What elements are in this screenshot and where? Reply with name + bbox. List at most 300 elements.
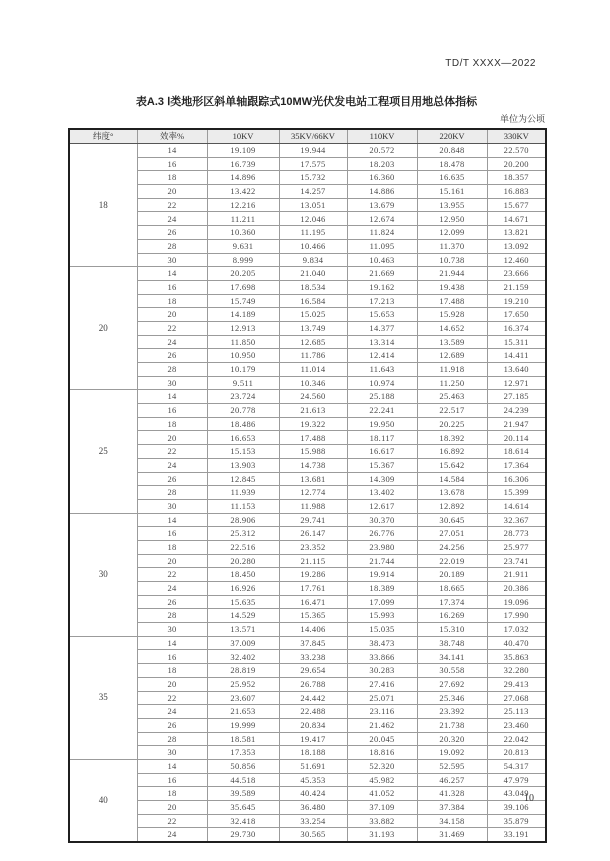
value-cell: 15.399 — [487, 486, 546, 500]
table-row — [69, 144, 546, 158]
value-cell: 23.460 — [487, 718, 546, 732]
value-cell: 15.365 — [279, 609, 347, 623]
efficiency-cell: 28 — [137, 239, 207, 253]
value-cell: 15.653 — [347, 308, 417, 322]
value-cell: 21.462 — [347, 718, 417, 732]
value-cell: 29.654 — [279, 664, 347, 678]
efficiency-cell: 20 — [137, 554, 207, 568]
value-cell: 10.974 — [347, 376, 417, 390]
value-cell: 19.950 — [347, 417, 417, 431]
value-cell: 14.406 — [279, 623, 347, 637]
value-cell: 18.392 — [417, 431, 487, 445]
value-cell: 12.892 — [417, 499, 487, 513]
value-cell: 43.049 — [487, 787, 546, 801]
value-cell: 11.095 — [347, 239, 417, 253]
value-cell: 15.732 — [279, 171, 347, 185]
efficiency-cell: 16 — [137, 157, 207, 171]
efficiency-cell: 14 — [137, 513, 207, 527]
value-cell: 19.914 — [347, 568, 417, 582]
value-cell: 15.035 — [347, 623, 417, 637]
table-row — [69, 568, 546, 582]
value-cell: 23.392 — [417, 705, 487, 719]
efficiency-cell: 14 — [137, 267, 207, 281]
value-cell: 23.666 — [487, 267, 546, 281]
column-header: 220KV — [417, 129, 487, 144]
table-row — [69, 554, 546, 568]
efficiency-cell: 30 — [137, 746, 207, 760]
table-row — [69, 718, 546, 732]
value-cell: 17.650 — [487, 308, 546, 322]
value-cell: 41.328 — [417, 787, 487, 801]
latitude-cell: 30 — [69, 513, 137, 636]
column-header: 110KV — [347, 129, 417, 144]
value-cell: 37.384 — [417, 801, 487, 815]
value-cell: 37.845 — [279, 636, 347, 650]
efficiency-cell: 18 — [137, 171, 207, 185]
efficiency-cell: 28 — [137, 363, 207, 377]
value-cell: 38.748 — [417, 636, 487, 650]
value-cell: 21.159 — [487, 280, 546, 294]
value-cell: 14.671 — [487, 212, 546, 226]
value-cell: 50.856 — [207, 759, 279, 773]
value-cell: 22.516 — [207, 540, 279, 554]
value-cell: 14.896 — [207, 171, 279, 185]
value-cell: 19.322 — [279, 417, 347, 431]
value-cell: 14.529 — [207, 609, 279, 623]
value-cell: 11.850 — [207, 335, 279, 349]
value-cell: 27.051 — [417, 527, 487, 541]
table-row — [69, 294, 546, 308]
value-cell: 24.239 — [487, 404, 546, 418]
value-cell: 27.068 — [487, 691, 546, 705]
value-cell: 45.353 — [279, 773, 347, 787]
value-cell: 19.109 — [207, 144, 279, 158]
table-row — [69, 157, 546, 171]
value-cell: 10.346 — [279, 376, 347, 390]
efficiency-cell: 30 — [137, 253, 207, 267]
value-cell: 33.866 — [347, 650, 417, 664]
column-header: 纬度° — [69, 129, 137, 144]
value-cell: 18.450 — [207, 568, 279, 582]
efficiency-cell: 14 — [137, 390, 207, 404]
value-cell: 23.741 — [487, 554, 546, 568]
value-cell: 25.312 — [207, 527, 279, 541]
value-cell: 15.635 — [207, 595, 279, 609]
efficiency-cell: 30 — [137, 376, 207, 390]
value-cell: 9.511 — [207, 376, 279, 390]
value-cell: 11.250 — [417, 376, 487, 390]
value-cell: 18.816 — [347, 746, 417, 760]
value-cell: 16.653 — [207, 431, 279, 445]
value-cell: 37.109 — [347, 801, 417, 815]
value-cell: 18.665 — [417, 582, 487, 596]
value-cell: 21.040 — [279, 267, 347, 281]
table-row — [69, 185, 546, 199]
table-row — [69, 226, 546, 240]
value-cell: 16.892 — [417, 445, 487, 459]
value-cell: 30.565 — [279, 828, 347, 842]
value-cell: 35.645 — [207, 801, 279, 815]
value-cell: 44.518 — [207, 773, 279, 787]
value-cell: 20.386 — [487, 582, 546, 596]
table-row — [69, 705, 546, 719]
value-cell: 18.486 — [207, 417, 279, 431]
table-row — [69, 376, 546, 390]
value-cell: 30.558 — [417, 664, 487, 678]
value-cell: 26.776 — [347, 527, 417, 541]
table-row — [69, 404, 546, 418]
efficiency-cell: 20 — [137, 801, 207, 815]
table-row — [69, 267, 546, 281]
value-cell: 13.092 — [487, 239, 546, 253]
value-cell: 22.019 — [417, 554, 487, 568]
value-cell: 12.845 — [207, 472, 279, 486]
value-cell: 9.631 — [207, 239, 279, 253]
table-row — [69, 239, 546, 253]
value-cell: 11.153 — [207, 499, 279, 513]
efficiency-cell: 24 — [137, 212, 207, 226]
value-cell: 11.939 — [207, 486, 279, 500]
value-cell: 17.990 — [487, 609, 546, 623]
value-cell: 27.185 — [487, 390, 546, 404]
value-cell: 19.438 — [417, 280, 487, 294]
value-cell: 13.640 — [487, 363, 546, 377]
efficiency-cell: 16 — [137, 527, 207, 541]
value-cell: 13.821 — [487, 226, 546, 240]
efficiency-cell: 14 — [137, 636, 207, 650]
table-row — [69, 390, 546, 404]
value-cell: 17.698 — [207, 280, 279, 294]
unit-note: 单位为公顷 — [499, 114, 545, 124]
value-cell: 13.402 — [347, 486, 417, 500]
value-cell: 15.749 — [207, 294, 279, 308]
value-cell: 24.560 — [279, 390, 347, 404]
efficiency-cell: 24 — [137, 458, 207, 472]
value-cell: 10.738 — [417, 253, 487, 267]
value-cell: 16.269 — [417, 609, 487, 623]
efficiency-cell: 16 — [137, 773, 207, 787]
value-cell: 23.724 — [207, 390, 279, 404]
value-cell: 20.834 — [279, 718, 347, 732]
value-cell: 11.211 — [207, 212, 279, 226]
value-cell: 20.200 — [487, 157, 546, 171]
value-cell: 12.913 — [207, 321, 279, 335]
value-cell: 37.009 — [207, 636, 279, 650]
value-cell: 18.478 — [417, 157, 487, 171]
table-row — [69, 787, 546, 801]
value-cell: 17.488 — [279, 431, 347, 445]
value-cell: 25.071 — [347, 691, 417, 705]
efficiency-cell: 24 — [137, 582, 207, 596]
column-header: 35KV/66KV — [279, 129, 347, 144]
efficiency-cell: 22 — [137, 198, 207, 212]
efficiency-cell: 26 — [137, 718, 207, 732]
efficiency-cell: 16 — [137, 650, 207, 664]
value-cell: 52.320 — [347, 759, 417, 773]
value-cell: 23.980 — [347, 540, 417, 554]
value-cell: 18.389 — [347, 582, 417, 596]
value-cell: 11.643 — [347, 363, 417, 377]
value-cell: 15.310 — [417, 623, 487, 637]
table-row — [69, 321, 546, 335]
table-row — [69, 582, 546, 596]
value-cell: 10.179 — [207, 363, 279, 377]
value-cell: 22.042 — [487, 732, 546, 746]
table-row — [69, 458, 546, 472]
value-cell: 13.749 — [279, 321, 347, 335]
value-cell: 16.471 — [279, 595, 347, 609]
table-row — [69, 349, 546, 363]
value-cell: 14.886 — [347, 185, 417, 199]
value-cell: 25.463 — [417, 390, 487, 404]
value-cell: 18.188 — [279, 746, 347, 760]
value-cell: 14.584 — [417, 472, 487, 486]
value-cell: 18.203 — [347, 157, 417, 171]
value-cell: 12.617 — [347, 499, 417, 513]
value-cell: 15.928 — [417, 308, 487, 322]
efficiency-cell: 24 — [137, 828, 207, 842]
value-cell: 12.950 — [417, 212, 487, 226]
table-row — [69, 636, 546, 650]
value-cell: 28.773 — [487, 527, 546, 541]
value-cell: 22.241 — [347, 404, 417, 418]
value-cell: 17.213 — [347, 294, 417, 308]
value-cell: 33.882 — [347, 814, 417, 828]
latitude-cell: 40 — [69, 759, 137, 842]
table-row — [69, 308, 546, 322]
latitude-cell: 25 — [69, 390, 137, 513]
value-cell: 24.256 — [417, 540, 487, 554]
value-cell: 14.738 — [279, 458, 347, 472]
value-cell: 16.374 — [487, 321, 546, 335]
value-cell: 51.691 — [279, 759, 347, 773]
value-cell: 39.589 — [207, 787, 279, 801]
value-cell: 8.999 — [207, 253, 279, 267]
value-cell: 13.955 — [417, 198, 487, 212]
table-row — [69, 677, 546, 691]
value-cell: 14.652 — [417, 321, 487, 335]
table-row — [69, 527, 546, 541]
table-title: 表A.3 Ⅰ类地形区斜单轴跟踪式10MW光伏发电站工程项目用地总体指标 — [135, 96, 478, 108]
value-cell: 20.225 — [417, 417, 487, 431]
document-code: TD/T XXXX—2022 — [445, 58, 536, 69]
efficiency-cell: 28 — [137, 732, 207, 746]
value-cell: 15.993 — [347, 609, 417, 623]
value-cell: 23.116 — [347, 705, 417, 719]
column-header: 10KV — [207, 129, 279, 144]
value-cell: 11.824 — [347, 226, 417, 240]
value-cell: 25.188 — [347, 390, 417, 404]
efficiency-cell: 24 — [137, 335, 207, 349]
table-row — [69, 664, 546, 678]
value-cell: 45.982 — [347, 773, 417, 787]
value-cell: 35.879 — [487, 814, 546, 828]
value-cell: 15.642 — [417, 458, 487, 472]
value-cell: 15.988 — [279, 445, 347, 459]
value-cell: 29.413 — [487, 677, 546, 691]
table-row — [69, 609, 546, 623]
table-row — [69, 431, 546, 445]
value-cell: 12.689 — [417, 349, 487, 363]
latitude-cell: 20 — [69, 267, 137, 390]
value-cell: 20.205 — [207, 267, 279, 281]
value-cell: 20.114 — [487, 431, 546, 445]
value-cell: 11.195 — [279, 226, 347, 240]
efficiency-cell: 16 — [137, 280, 207, 294]
table-row — [69, 212, 546, 226]
efficiency-cell: 22 — [137, 445, 207, 459]
value-cell: 10.950 — [207, 349, 279, 363]
value-cell: 13.681 — [279, 472, 347, 486]
value-cell: 47.979 — [487, 773, 546, 787]
efficiency-cell: 14 — [137, 144, 207, 158]
value-cell: 17.032 — [487, 623, 546, 637]
value-cell: 40.424 — [279, 787, 347, 801]
value-cell: 26.788 — [279, 677, 347, 691]
value-cell: 21.744 — [347, 554, 417, 568]
value-cell: 17.374 — [417, 595, 487, 609]
value-cell: 13.903 — [207, 458, 279, 472]
value-cell: 16.306 — [487, 472, 546, 486]
efficiency-cell: 22 — [137, 691, 207, 705]
efficiency-cell: 16 — [137, 404, 207, 418]
value-cell: 15.677 — [487, 198, 546, 212]
value-cell: 36.480 — [279, 801, 347, 815]
table-row — [69, 198, 546, 212]
value-cell: 12.674 — [347, 212, 417, 226]
value-cell: 13.314 — [347, 335, 417, 349]
value-cell: 20.778 — [207, 404, 279, 418]
value-cell: 10.360 — [207, 226, 279, 240]
value-cell: 9.834 — [279, 253, 347, 267]
efficiency-cell: 28 — [137, 609, 207, 623]
table-body — [69, 144, 546, 843]
value-cell: 11.918 — [417, 363, 487, 377]
table-row — [69, 472, 546, 486]
value-cell: 28.906 — [207, 513, 279, 527]
value-cell: 22.570 — [487, 144, 546, 158]
value-cell: 54.317 — [487, 759, 546, 773]
value-cell: 16.926 — [207, 582, 279, 596]
value-cell: 19.944 — [279, 144, 347, 158]
value-cell: 19.417 — [279, 732, 347, 746]
table-row — [69, 623, 546, 637]
value-cell: 16.360 — [347, 171, 417, 185]
value-cell: 21.613 — [279, 404, 347, 418]
value-cell: 12.046 — [279, 212, 347, 226]
efficiency-cell: 24 — [137, 705, 207, 719]
table-row — [69, 486, 546, 500]
value-cell: 30.370 — [347, 513, 417, 527]
table-row — [69, 828, 546, 842]
value-cell: 17.353 — [207, 746, 279, 760]
value-cell: 34.141 — [417, 650, 487, 664]
efficiency-cell: 20 — [137, 677, 207, 691]
value-cell: 12.099 — [417, 226, 487, 240]
value-cell: 29.741 — [279, 513, 347, 527]
value-cell: 46.257 — [417, 773, 487, 787]
value-cell: 20.280 — [207, 554, 279, 568]
value-cell: 12.216 — [207, 198, 279, 212]
value-cell: 15.153 — [207, 445, 279, 459]
value-cell: 11.014 — [279, 363, 347, 377]
value-cell: 23.607 — [207, 691, 279, 705]
value-cell: 25.346 — [417, 691, 487, 705]
value-cell: 12.774 — [279, 486, 347, 500]
latitude-cell: 18 — [69, 144, 137, 267]
value-cell: 13.589 — [417, 335, 487, 349]
efficiency-cell: 22 — [137, 568, 207, 582]
table-row — [69, 814, 546, 828]
value-cell: 21.911 — [487, 568, 546, 582]
table-row — [69, 513, 546, 527]
value-cell: 38.473 — [347, 636, 417, 650]
value-cell: 20.848 — [417, 144, 487, 158]
value-cell: 35.863 — [487, 650, 546, 664]
value-cell: 20.045 — [347, 732, 417, 746]
value-cell: 18.614 — [487, 445, 546, 459]
value-cell: 10.463 — [347, 253, 417, 267]
page-number: 10 — [524, 793, 534, 804]
value-cell: 16.584 — [279, 294, 347, 308]
value-cell: 32.367 — [487, 513, 546, 527]
value-cell: 19.210 — [487, 294, 546, 308]
table-header — [69, 129, 546, 144]
value-cell: 32.418 — [207, 814, 279, 828]
value-cell: 17.099 — [347, 595, 417, 609]
value-cell: 32.280 — [487, 664, 546, 678]
efficiency-cell: 18 — [137, 294, 207, 308]
efficiency-cell: 20 — [137, 185, 207, 199]
value-cell: 41.052 — [347, 787, 417, 801]
table-row — [69, 595, 546, 609]
table-row — [69, 445, 546, 459]
value-cell: 13.678 — [417, 486, 487, 500]
value-cell: 17.364 — [487, 458, 546, 472]
latitude-cell: 35 — [69, 636, 137, 759]
value-cell: 29.730 — [207, 828, 279, 842]
efficiency-cell: 26 — [137, 349, 207, 363]
table-row — [69, 363, 546, 377]
value-cell: 12.414 — [347, 349, 417, 363]
table-row — [69, 540, 546, 554]
value-cell: 14.189 — [207, 308, 279, 322]
value-cell: 32.402 — [207, 650, 279, 664]
column-header: 330KV — [487, 129, 546, 144]
table-row — [69, 499, 546, 513]
indicator-table — [68, 128, 547, 843]
efficiency-cell: 30 — [137, 623, 207, 637]
value-cell: 25.113 — [487, 705, 546, 719]
value-cell: 27.416 — [347, 677, 417, 691]
value-cell: 14.257 — [279, 185, 347, 199]
value-cell: 11.988 — [279, 499, 347, 513]
value-cell: 19.286 — [279, 568, 347, 582]
efficiency-cell: 20 — [137, 308, 207, 322]
efficiency-cell: 20 — [137, 431, 207, 445]
value-cell: 30.645 — [417, 513, 487, 527]
value-cell: 33.238 — [279, 650, 347, 664]
value-cell: 16.617 — [347, 445, 417, 459]
table-row — [69, 650, 546, 664]
value-cell: 31.469 — [417, 828, 487, 842]
value-cell: 15.311 — [487, 335, 546, 349]
value-cell: 25.977 — [487, 540, 546, 554]
value-cell: 28.819 — [207, 664, 279, 678]
value-cell: 21.669 — [347, 267, 417, 281]
efficiency-cell: 28 — [137, 486, 207, 500]
value-cell: 52.595 — [417, 759, 487, 773]
